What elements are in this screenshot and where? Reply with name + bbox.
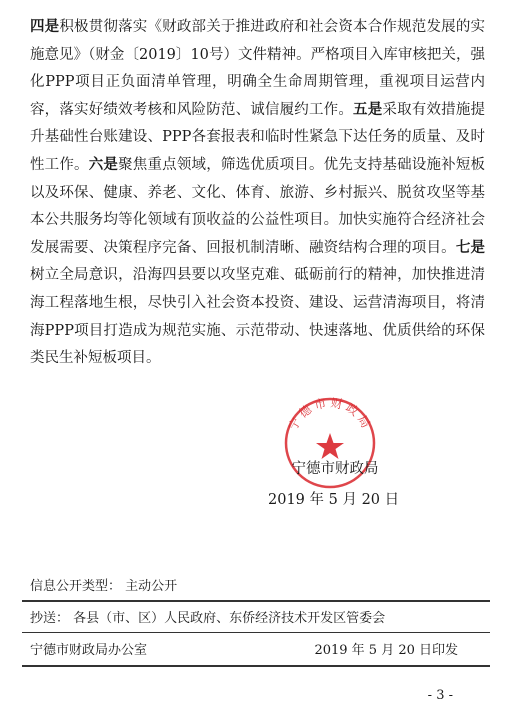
item-keyword: 七是 xyxy=(455,239,486,256)
item-text: 树立全局意识，沿海四县要以攻坚克难、砥砺前行的精神，加快推进清海工程落地生根，尽快引入社会资本投资、建设、运营清海项目，将清海PPP项目打造成为规范实施、示范带动、快速落地、优质供给的环保类民生补短板项目。 xyxy=(30,267,485,367)
item-keyword: 六是 xyxy=(88,156,119,173)
signing-organization: 宁德市财政局 xyxy=(291,461,379,477)
divider xyxy=(22,632,490,633)
body-paragraph xyxy=(30,14,485,373)
divider xyxy=(22,600,490,602)
item-keyword: 五是 xyxy=(353,101,383,118)
svg-text:宁德市财政局 xyxy=(286,394,375,432)
item-text: 采取有效措施提升基础性台账建设、PPP各套报表和临时性紧急下达任务的质量、及时性工作。 xyxy=(30,101,486,173)
issuing-office: 宁德市财政局办公室 xyxy=(30,643,148,658)
item-keyword: 四是 xyxy=(30,19,60,35)
page-number: - 3 - xyxy=(427,688,453,703)
print-date: 2019 年 5 月 20 日印发 xyxy=(314,643,458,658)
star-icon xyxy=(316,433,344,459)
divider xyxy=(22,665,490,667)
cc-line: 抄送： 各县（市、区）人民政府、东侨经济技术开发区管委会 xyxy=(30,611,386,626)
signing-date: 2019 年 5 月 20 日 xyxy=(268,492,400,508)
seal-text: 宁德市财政局 xyxy=(285,395,375,433)
item-text: 聚焦重点领域，筛选优质项目。优先支持基础设施补短板以及环保、健康、养老、文化、体育、旅游、乡村振兴、脱贫攻坚等基本公共服务均等化领域有顶收益的公益性项目。加快实施符合经济社会发展需要、决策程序完备、回报机制清晰、融资结构合理的项目。 xyxy=(30,156,486,256)
item-text: 积极贯彻落实《财政部关于推进政府和社会资本合作规范发展的实施意见》（财金〔2019〕10号）文件精神。严格项目入库审核把关，强化PPP项目正负面清单管理，明确全生命周期管理，重视项目运营内容，落实好绩效考核和风险防范、诚信履约工作。 xyxy=(30,19,486,118)
disclosure-type: 信息公开类型： 主动公开 xyxy=(30,579,178,594)
document-body xyxy=(30,14,485,373)
